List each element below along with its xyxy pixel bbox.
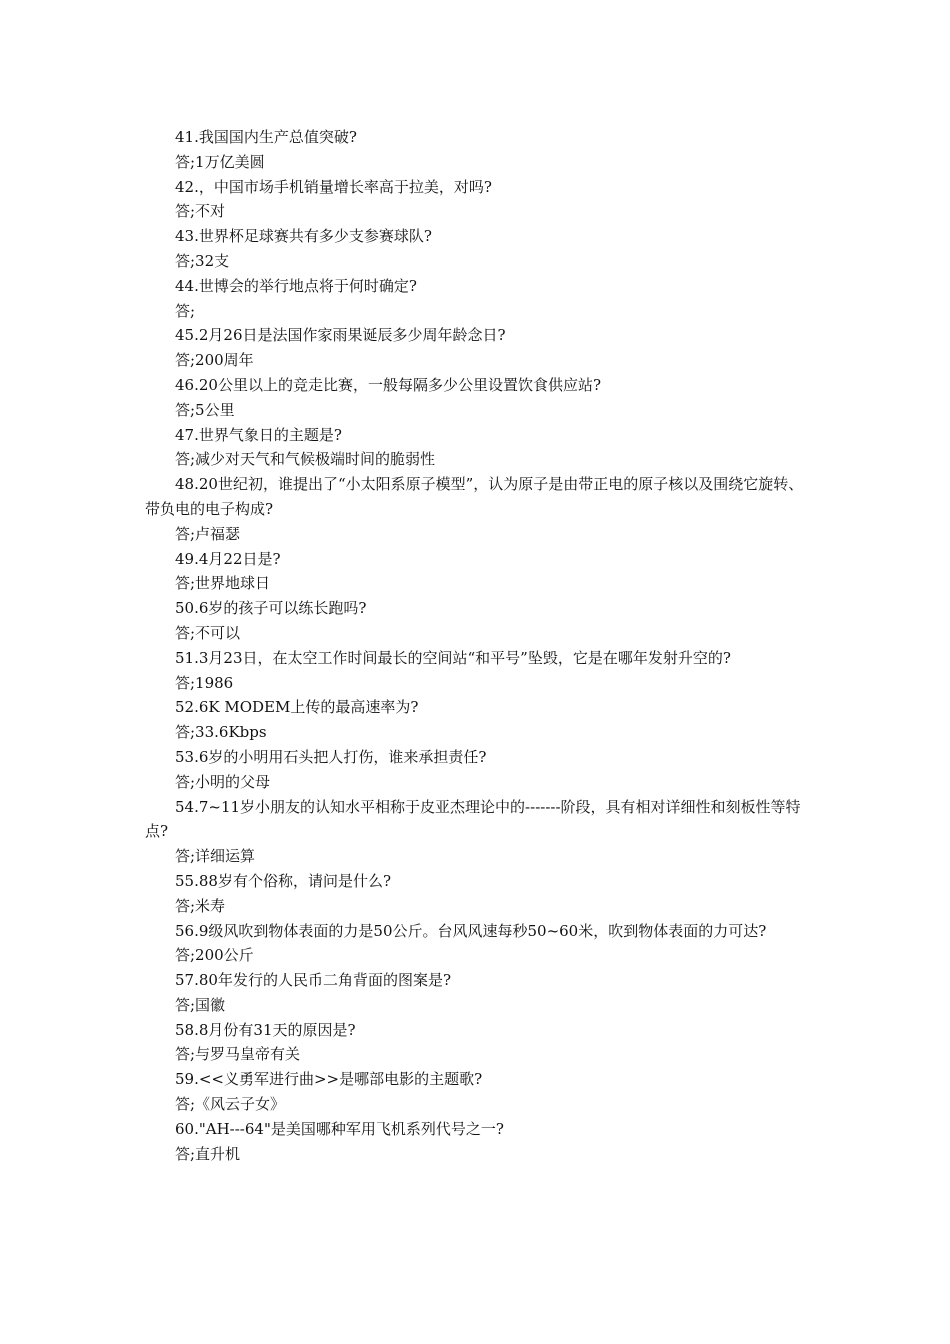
answer-50: 答;不可以: [175, 623, 241, 642]
question-46: 46.20公里以上的竞走比赛，一般每隔多少公里设置饮食供应站?: [175, 375, 601, 394]
answer-46: 答;5公里: [175, 400, 235, 419]
answer-55: 答;米寿: [175, 896, 226, 915]
question-50: 50.6岁的孩子可以练长跑吗?: [175, 599, 367, 618]
answer-54: 答;详细运算: [175, 847, 256, 866]
answer-60: 答;直升机: [175, 1144, 241, 1163]
answer-41: 答;1万亿美圆: [175, 152, 265, 171]
question-57: 57.80年发行的人民币二角背面的图案是?: [175, 971, 451, 990]
answer-53: 答;小明的父母: [175, 772, 271, 791]
answer-47: 答;减少对天气和气候极端时间的脆弱性: [175, 450, 436, 469]
question-44: 44.世博会的举行地点将于何时确定?: [175, 276, 417, 295]
question-56: 56.9级风吹到物体表面的力是50公斤。台风风速每秒50~60米，吹到物体表面的力可达?: [175, 921, 767, 940]
answer-52: 答;33.6Kbps: [175, 723, 267, 742]
question-58: 58.8月份有31天的原因是?: [175, 1020, 356, 1039]
answer-48: 答;卢福瑟: [175, 524, 241, 543]
question-55: 55.88岁有个俗称，请问是什么?: [175, 871, 391, 890]
question-52: 52.6K MODEM上传的最高速率为?: [175, 698, 419, 717]
question-53: 53.6岁的小明用石头把人打伤，谁来承担责任?: [175, 747, 487, 766]
answer-45: 答;200周年: [175, 351, 254, 370]
question-51: 51.3月23日，在太空工作时间最长的空间站“和平号”坠毁，它是在哪年发射升空的?: [175, 648, 731, 667]
question-54: 54.7~11岁小朋友的认知水平相称于皮亚杰理论中的-------阶段，具有相对详细性和刻板性等特点?: [145, 797, 801, 841]
answer-58: 答;与罗马皇帝有关: [175, 1045, 301, 1064]
answer-51: 答;1986: [175, 673, 234, 692]
answer-56: 答;200公斤: [175, 946, 254, 965]
answer-44: 答;: [175, 301, 196, 320]
question-48: 48.20世纪初，谁提出了“小太阳系原子模型”，认为原子是由带正电的原子核以及围绕它旋转、带负电的电子构成?: [145, 475, 804, 518]
question-60: 60."AH---64"是美国哪种军用飞机系列代号之一?: [175, 1119, 504, 1138]
question-43: 43.世界杯足球赛共有多少支参赛球队?: [175, 227, 432, 246]
question-45: 45.2月26日是法国作家雨果诞辰多少周年龄念日?: [175, 326, 506, 345]
question-47: 47.世界气象日的主题是?: [175, 425, 342, 444]
answer-43: 答;32支: [175, 251, 230, 270]
question-59: 59.<<义勇军进行曲>>是哪部电影的主题歌?: [175, 1070, 483, 1089]
answer-42: 答;不对: [175, 202, 226, 221]
answer-59: 答;《风云子女》: [175, 1095, 286, 1114]
question-49: 49.4月22日是?: [175, 549, 281, 568]
question-42: 42.，中国市场手机销量增长率高于拉美，对吗?: [175, 177, 492, 196]
qa-list: [145, 125, 810, 1166]
answer-49: 答;世界地球日: [175, 574, 271, 593]
answer-57: 答;国徽: [175, 995, 226, 1014]
question-41: 41.我国国内生产总值突破?: [175, 128, 357, 146]
